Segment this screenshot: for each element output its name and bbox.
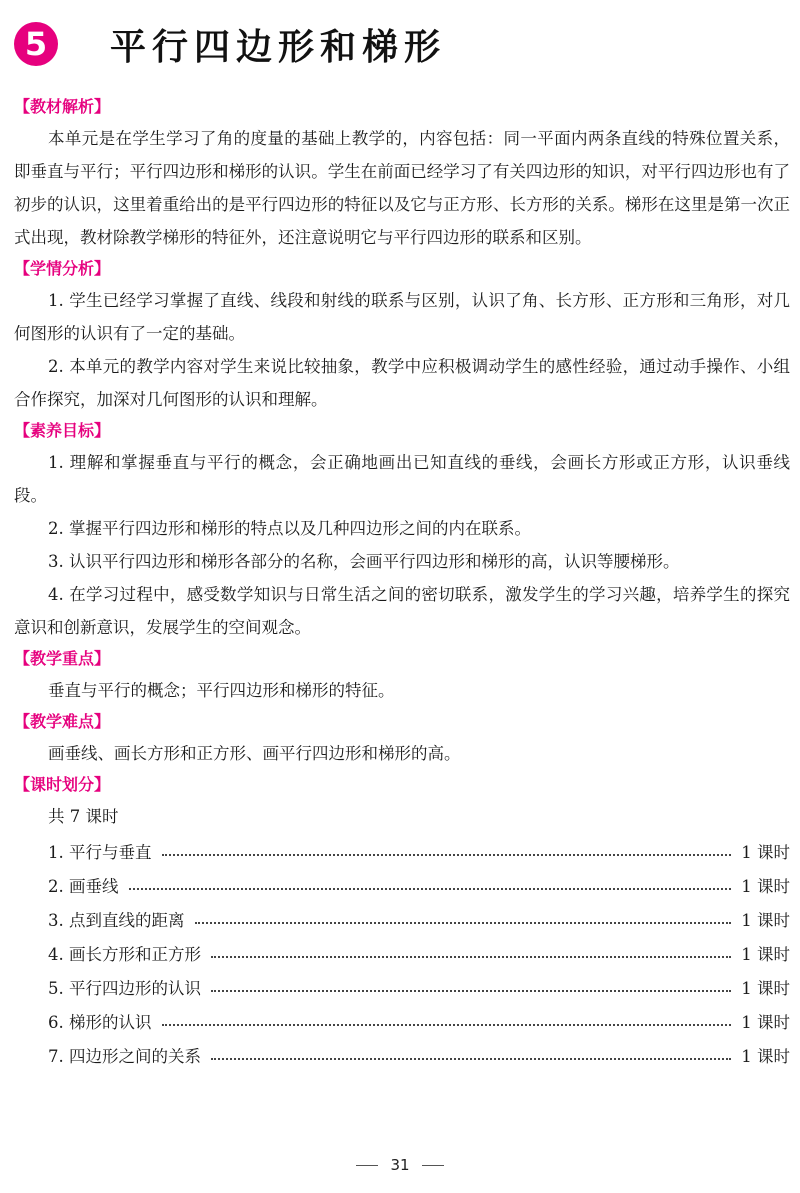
paragraph: 1. 学生已经学习掌握了直线、线段和射线的联系与区别，认识了角、长方形、正方形和三角形，对几何图形的认识有了一定的基础。 [14,291,790,343]
main-content [14,92,790,1072]
section-difficulties [14,707,790,770]
footer-dash-left [356,1165,378,1166]
dot-leader [211,990,731,992]
schedule-item-label: 3. 点到直线的距离 [48,911,185,930]
schedule-item-label: 6. 梯形的认识 [48,1013,152,1032]
schedule-item-label: 1. 平行与垂直 [48,843,152,862]
page-footer [0,1156,800,1174]
section-student-analysis [14,254,790,416]
paragraph: 垂直与平行的概念；平行四边形和梯形的特征。 [48,681,395,700]
section-schedule [14,770,790,1072]
dot-leader [129,888,732,890]
paragraph: 3. 认识平行四边形和梯形各部分的名称，会画平行四边形和梯形的高，认识等腰梯形。 [48,552,680,571]
schedule-total: 共 7 课时 [48,807,119,826]
paragraph: 2. 掌握平行四边形和梯形的特点以及几种四边形之间的内在联系。 [48,519,531,538]
schedule-item-label: 4. 画长方形和正方形 [48,945,201,964]
list-item [14,1038,790,1072]
paragraph: 2. 本单元的教学内容对学生来说比较抽象，教学中应积极调动学生的感性经验，通过动手操作、小组合作探究，加深对几何图形的认识和理解。 [14,357,790,409]
schedule-list [14,834,790,1072]
footer-dash-right [422,1165,444,1166]
schedule-item-hours: 1 课时 [741,911,790,930]
unit-header [14,18,446,70]
paragraph: 4. 在学习过程中，感受数学知识与日常生活之间的密切联系，激发学生的学习兴趣，培养学生的探究意识和创新意识，发展学生的空间观念。 [14,585,790,637]
schedule-item-hours: 1 课时 [741,877,790,896]
dot-leader [211,1058,731,1060]
section-heading: 【教学重点】 [14,649,111,668]
section-heading: 【学情分析】 [14,259,111,278]
section-key-points [14,644,790,707]
schedule-item-hours: 1 课时 [741,945,790,964]
schedule-item-label: 5. 平行四边形的认识 [48,979,201,998]
section-heading: 【素养目标】 [14,421,111,440]
dot-leader [195,922,732,924]
paragraph: 本单元是在学生学习了角的度量的基础上教学的，内容包括：同一平面内两条直线的特殊位置关系，即垂直与平行；平行四边形和梯形的认识。学生在前面已经学习了有关四边形的知识，对平行四边形也有了初步的认识，这里着重给出的是平行四边形的特征以及它与正方形、长方形的关系。梯形在这里是第一次正式出现，教材除教学梯形的特征外，还注意说明它与平行四边形的联系和区别。 [14,129,790,247]
list-item [14,1004,790,1038]
unit-number-badge: 5 [14,22,58,66]
list-item [14,970,790,1004]
dot-leader [162,1024,732,1026]
section-textbook-analysis [14,92,790,254]
schedule-item-hours: 1 课时 [741,1013,790,1032]
schedule-item-hours: 1 课时 [741,1047,790,1066]
section-heading: 【教学难点】 [14,712,111,731]
list-item [14,936,790,970]
schedule-item-label: 7. 四边形之间的关系 [48,1047,201,1066]
section-heading: 【教材解析】 [14,97,111,116]
section-learning-goals [14,416,790,644]
schedule-item-label: 2. 画垂线 [48,877,119,896]
page-number: 31 [390,1156,410,1174]
dot-leader [211,956,731,958]
paragraph: 1. 理解和掌握垂直与平行的概念，会正确地画出已知直线的垂线，会画长方形或正方形，认识垂线段。 [14,453,790,505]
unit-title: 平行四边形和梯形 [110,26,447,68]
paragraph: 画垂线、画长方形和正方形、画平行四边形和梯形的高。 [48,744,461,763]
dot-leader [162,854,732,856]
schedule-item-hours: 1 课时 [741,843,790,862]
list-item [14,902,790,936]
section-heading: 【课时划分】 [14,775,111,794]
list-item [14,834,790,868]
schedule-item-hours: 1 课时 [741,979,790,998]
list-item [14,868,790,902]
